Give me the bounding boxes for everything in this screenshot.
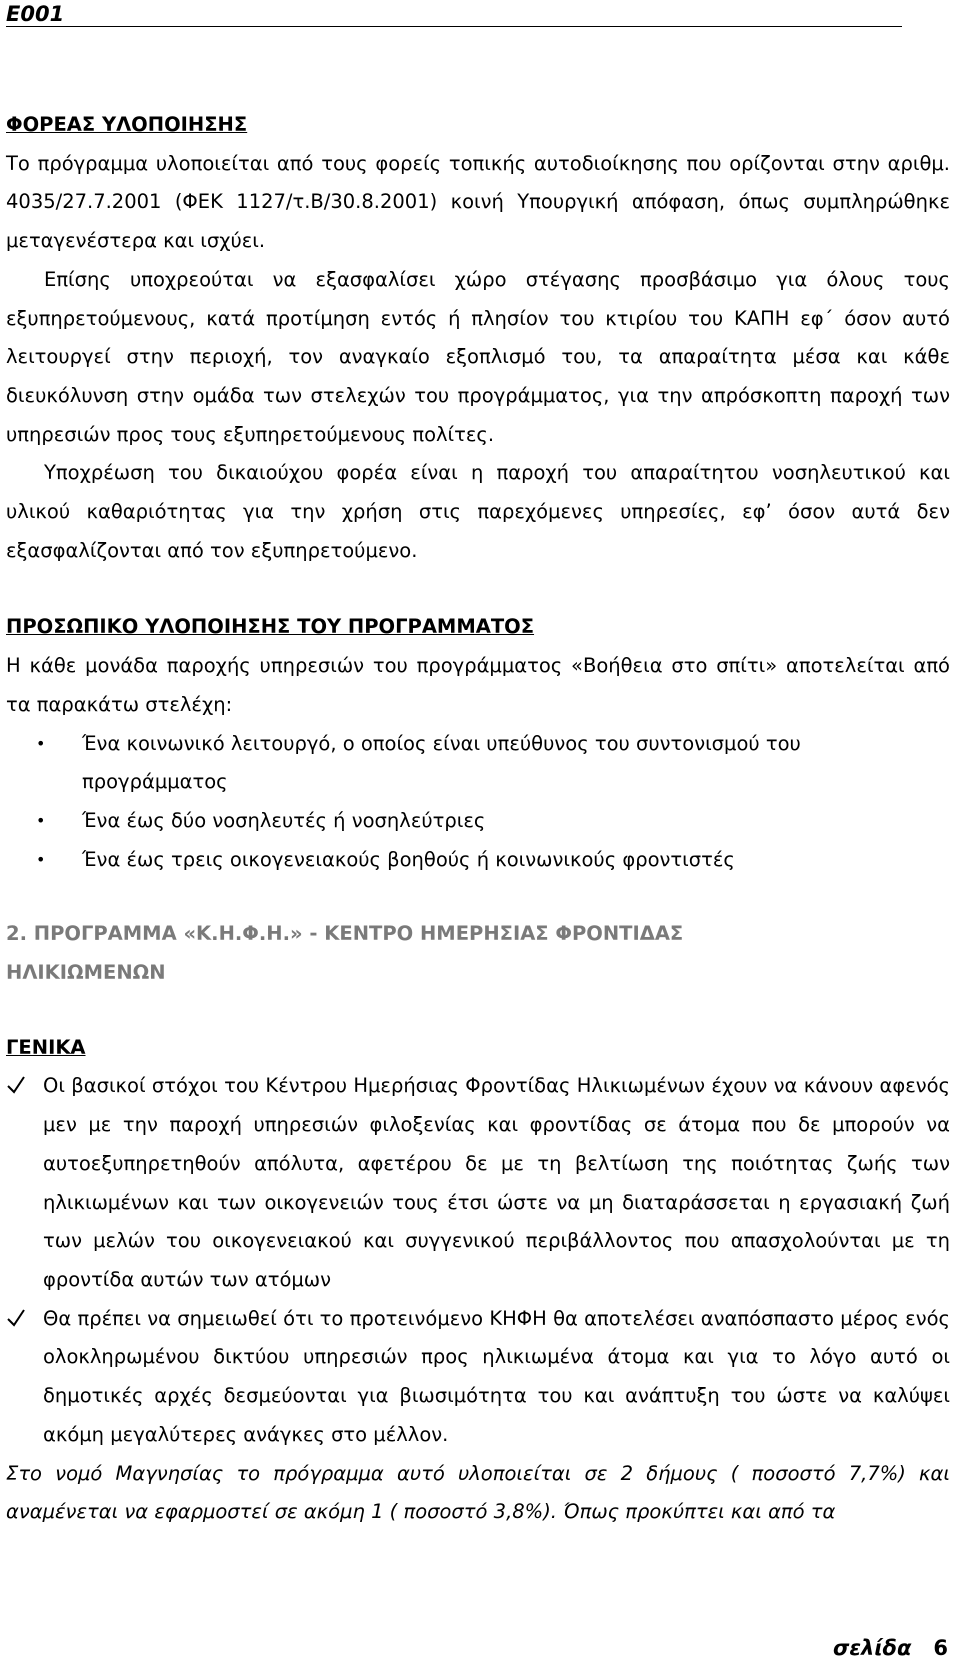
check-item-text: Θα πρέπει να σημειωθεί ότι το προτεινόμενο ΚΗΦΗ θα αποτελέσει αναπόσπαστο μέρος ενός ολοκληρωμένου δικτύου υπηρεσιών προς ηλικιωμένα άτομα και για το λόγο αυτό οι δημοτικές αρχές δεσμεύονται για βιωσιμότητα του και ανάπτυξη του ώστε να καλύψει ακόμη μεγαλύτερες ανάγκες στο μέλλον. — [43, 1306, 950, 1446]
paragraph-prosopiko-intro: Η κάθε μονάδα παροχής υπηρεσιών του προγράμματος «Βοήθεια στο σπίτι» αποτελείται από τα παρακάτω στελέχη: — [6, 654, 950, 716]
bullet-icon: • — [36, 810, 46, 830]
heading-programma-kifi: 2. ΠΡΟΓΡΑΜΜΑ «Κ.Η.Φ.Η.» - ΚΕΝΤΡΟ ΗΜΕΡΗΣΙΑΣ ΦΡΟΝΤΙΔΑΣ ΗΛΙΚΙΩΜΕΝΩΝ — [6, 922, 684, 985]
paragraph-magnisia: Στο νομό Μαγνησίας το πρόγραμμα αυτό υλοποιείται σε 2 δήμους ( ποσοστό 7,7%) και αναμένεται να εφαρμοστεί σε ακόμη 1 ( ποσοστό 3,8%). Όπως προκύπτει και από τα — [6, 1461, 950, 1524]
checkmark-icon — [6, 1075, 26, 1095]
paragraph-ypoxreosi: Υποχρέωση του δικαιούχου φορέα είναι η παροχή του απαραίτητου νοσηλευτικού και υλικού καθαριότητας για την χρήση στις παρεχόμενες υπηρεσίες, εφ’ όσον αυτά δεν εξασφαλίζονται από τον εξυπηρετούμενο. — [6, 461, 950, 562]
paragraph-stegasi: Επίσης υποχρεούται να εξασφαλίσει χώρο στέγασης προσβάσιμο για όλους τους εξυπηρετούμενους, κατά προτίμηση εντός ή πλησίον του κτιρίου του ΚΑΠΗ εφ΄ όσον αυτό λειτουργεί στην περιοχή, τον αναγκαίο εξοπλισμό του, τα απαραίτητα μέσα και κάθε διευκόλυνση στην ομάδα των στελεχών του προγράμματος, για την απρόσκοπτη παροχή των υπηρεσιών προς τους εξυπηρετούμενους πολίτες. — [6, 267, 950, 446]
heading-prosopiko: ΠΡΟΣΩΠΙΚΟ ΥΛΟΠΟΙΗΣΗΣ ΤΟΥ ΠΡΟΓΡΑΜΜΑΤΟΣ — [6, 615, 535, 639]
list-item — [6, 802, 950, 841]
page-content — [6, 106, 950, 1532]
list-item-text: Ένα έως δύο νοσηλευτές ή νοσηλεύτριες — [82, 808, 486, 832]
paragraph-foreas-intro: Το πρόγραμμα υλοποιείται από τους φορείς τοπικής αυτοδιοίκησης που ορίζονται στην αριθμ. 4035/27.7.2001 (ΦΕΚ 1127/τ.Β/30.8.2001) κοινή Υπουργική απόφαση, όπως συμπληρώθηκε μεταγενέστερα και ισχύει. — [6, 151, 950, 253]
check-list-item — [6, 1300, 950, 1455]
heading-genika: ΓΕΝΙΚΑ — [6, 1035, 86, 1059]
bullet-icon: • — [36, 849, 46, 869]
staff-list — [6, 725, 950, 880]
document-code-header: Ε001 — [6, 2, 902, 27]
check-list-item — [6, 1067, 950, 1299]
goals-checklist — [6, 1067, 950, 1454]
checkmark-icon — [6, 1308, 26, 1328]
page-footer — [833, 1636, 948, 1660]
list-item-text: Ένα κοινωνικό λειτουργό, ο οποίος είναι υπεύθυνος του συντονισμού του προγράμματος — [82, 731, 801, 794]
heading-foreas-ylopoiisis: ΦΟΡΕΑΣ ΥΛΟΠΟΙΗΣΗΣ — [6, 113, 248, 136]
list-item — [6, 725, 950, 802]
list-item-text: Ένα έως τρεις οικογενειακούς βοηθούς ή κοινωνικούς φροντιστές — [82, 847, 735, 871]
check-item-text: Οι βασικοί στόχοι του Κέντρου Ημερήσιας Φροντίδας Ηλικιωμένων έχουν να κάνουν αφενός μεν με την παροχή υπηρεσιών φιλοξενίας και φροντίδας σε άτομα που δε μπορούν να αυτοεξυπηρετηθούν απόλυτα, αφετέρου δε με τη βελτίωση της ποιότητας ζωής των ηλικιωμένων και των οικογενειών τους έτσι ώστε να μη διαταράσσεται η εργασιακή ζωή των μελών του οικογενειακού και συγγενικού περιβάλλοντος που απασχολούνται με τη φροντίδα αυτών των ατόμων — [43, 1074, 950, 1291]
list-item — [6, 841, 950, 880]
page-number: 6 — [933, 1636, 948, 1660]
page-label: σελίδα — [833, 1636, 912, 1660]
bullet-icon: • — [36, 733, 46, 753]
